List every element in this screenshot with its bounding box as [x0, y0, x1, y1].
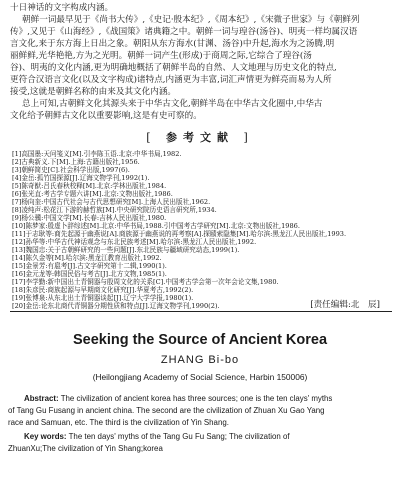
reference-item: [12]孙华等:中华古代神话观念与东北民族考述[M].哈尔滨:黑龙江人民出版社,1992.	[12, 238, 257, 246]
reference-item: [17]李学勤:新中国出土青铜器与殷周文化的关系[C].中国考古学会第一次年会论文集,1980.	[12, 278, 279, 286]
abstract-line: of Tang Gu Fusang in ancient china. The second are the civilization of Zhuan Xu Gao Yang	[8, 406, 325, 415]
references-heading: [ 参考文献 ]	[0, 129, 400, 145]
reference-item: [6]张光直:考古学专题六讲[M].北京:文物出版社,1986.	[12, 190, 173, 198]
english-title: Seeking the Source of Ancient Korea	[72, 332, 328, 348]
reference-item: [1]高国墨:天问笺义[M].引李陈玉语.北京:中华书局,1982.	[12, 150, 182, 158]
abstract-line: race and Samuan, etc. The third is the civilization of Yin Shang.	[8, 418, 229, 427]
reference-item: [2]古典新义.下[M].上海:古籍出版社,1956.	[12, 158, 140, 166]
responsible-editor: [责任编辑:北 辰]	[310, 300, 380, 310]
keywords-line: ZhuanXu;The civilization of Yin Shang;korea	[8, 444, 163, 453]
reference-item: [10]陈梦家:殷虚卜辞综述[M].北京:中华书局,1988.引中国考古学研究[M].北京:文物出版社,1986.	[12, 222, 300, 230]
body-text-line: 谷)、明夷的文化内涵,更为明确地概括了朝鲜半岛的自然、人文地理与历史文化的特点,	[10, 63, 337, 73]
keywords-line	[24, 432, 394, 441]
body-text-line: 更符合汉语言文化(以及文字构成)诸特点,内涵更为丰富,词汇声情更为鲜亮而易为人所	[10, 75, 332, 85]
english-affiliation: (Heilongjiang Academy of Social Science, Harbin 150006)	[92, 372, 308, 382]
body-text-line: 丽鲜鲜,光华艳艳,方为之光明。朝鲜一词产生(形成)于商周之际,它综合了瑝谷(汤	[10, 51, 312, 61]
reference-item: [18]朱彦民:商族起源与早期商文化研究[J].华夏考古,1992(2).	[12, 286, 194, 294]
reference-item: [8]凌纯声:松花江下游的赫哲族[M].中央研究院历史语言研究所,1934.	[12, 206, 217, 214]
reference-item: [16]金元龙等:韩国民俗与考古[J].北方文物,1985(1).	[12, 270, 167, 278]
section-divider	[10, 311, 392, 312]
reference-item: [3]朝鲜简史[C].社会科学出版,1997(6).	[12, 166, 130, 174]
reference-item: [5]陈奇猷:吕氏春秋校释[M].北京:学林出版社,1984.	[12, 182, 167, 190]
body-text-line: 文化给予朝鲜古文化以重要影响,这是有史可察的。	[10, 111, 202, 121]
english-author: ZHANG Bi-bo	[160, 354, 240, 366]
abstract-line	[24, 394, 394, 403]
reference-item: [15]金景芳:有扈考[J].古文字研究第十二辑,1990(1).	[12, 262, 167, 270]
body-text-line: 总上可知,古朝鲜文化其源头来于中华古文化,朝鲜半岛在中华古文化圈中,中华古	[22, 99, 323, 109]
body-text-line: 朝鲜一词最早见于《尚书大传》,《史记·殷本纪》,《周本纪》,《宋微子世家》与《朝鲜列	[22, 15, 360, 25]
reference-item: [20]金岳:论东北商代青铜器分期性质和特点[J].辽海文物学刊,1990(2).	[12, 302, 220, 310]
abstract-label: Abstract:	[24, 394, 59, 403]
reference-item: [19]张博泉:从东北出土青铜器谈起[J].辽宁大学学报,1980(1).	[12, 294, 194, 302]
body-text-line: 十日神话的文字构成内涵。	[10, 3, 114, 13]
abstract-text: The civilization of ancient korea has three sources; one is the ten clays' myths	[60, 394, 333, 403]
reference-item: [13]魏国忠:关于古朝鲜研究的一些问题[J].东北民族与疆域研究动态,1999(1).	[12, 246, 240, 254]
body-text-line: 接受,这就是朝鲜名称的由来及其文化内涵。	[10, 87, 177, 97]
keywords-label: Key words:	[24, 432, 67, 441]
reference-item: [11]于志耿等:商先起源于幽燕说[A].商族源于幽燕说的再考察[A].探赜索隐集[M].哈尔滨:黑龙江人民出版社,1993.	[12, 230, 347, 238]
reference-item: [14]陈久金等[M].哈尔滨:黑龙江教育出版社,1992.	[12, 254, 162, 262]
reference-item: [4]金岳:孤竹国探源[J].辽海文物学刊,1992(1).	[12, 174, 150, 182]
reference-item: [7]杨向奎:中国古代社会与古代思想研究[M].上海人民出版社,1962.	[12, 198, 211, 206]
body-text-line: 言文化,来于东方海上日出之象。朝阳从东方海水(甘渊、汤谷)中升起,海水为之汤腾,明	[10, 39, 335, 49]
reference-item: [9]杨公骥:中国文学[M].长春:吉林人民出版社,1980.	[12, 214, 167, 222]
keywords-text: The ten days' myths of the Tang Gu Fu Sang; The civilization of	[68, 432, 290, 441]
body-text-line: 传》,又见于《山海经》,《战国策》诸典籍之中。朝鲜一词与瑝谷(汤谷)、明夷一样均属汉语	[10, 27, 358, 37]
